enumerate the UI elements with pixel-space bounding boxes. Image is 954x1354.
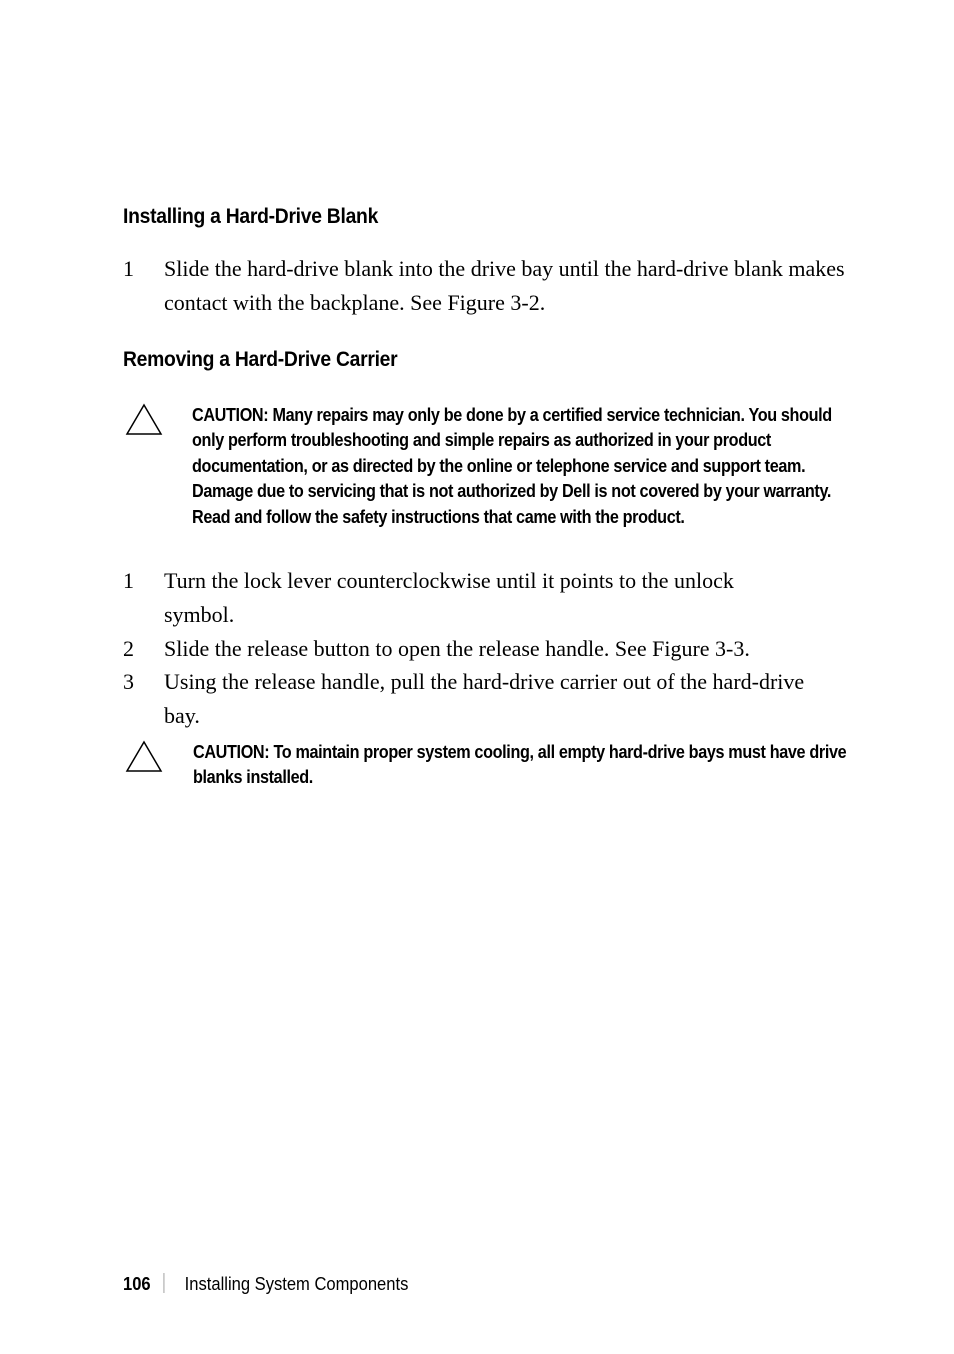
list-item (123, 665, 813, 733)
caution-text: CAUTION: To maintain proper system cooling, all empty hard-drive bays must have drive blanks installed. (193, 742, 847, 788)
chapter-title: Installing System Components (184, 1274, 409, 1294)
step-text: Slide the release button to open the release handle. See Figure 3-3. (164, 636, 750, 661)
page-number: 106 (123, 1274, 151, 1294)
list-item (123, 632, 853, 666)
step-text: Turn the lock lever counterclockwise until it points to the unlock symbol. (164, 568, 734, 627)
section-heading-remove-carrier: Removing a Hard-Drive Carrier (123, 348, 398, 371)
step-number: 2 (123, 636, 134, 661)
step-number: 3 (123, 669, 134, 694)
caution-triangle-icon (125, 740, 163, 774)
list-item (123, 252, 853, 320)
caution-triangle-icon (125, 403, 163, 437)
page-footer (123, 1272, 408, 1296)
step-text: Using the release handle, pull the hard-drive carrier out of the hard-drive bay. (164, 669, 805, 728)
step-number: 1 (123, 568, 134, 593)
step-number: 1 (123, 256, 134, 281)
list-item (123, 564, 793, 632)
step-text: Slide the hard-drive blank into the drive bay until the hard-drive blank makes contact with the backplane. See Figure 3-2. (164, 256, 845, 315)
footer-divider (164, 1273, 165, 1293)
caution-text: CAUTION: Many repairs may only be done by a certified service technician. You should only perform troubleshooting and simple repairs as authorized in your product documentation, or as directed by the online or telephone service and support team. Damage due to servicing that is not authorized by Dell is not covered by your warranty. Read and follow the safety instructions that came with the product. (192, 405, 832, 527)
section-heading-install-blank: Installing a Hard-Drive Blank (123, 205, 379, 228)
